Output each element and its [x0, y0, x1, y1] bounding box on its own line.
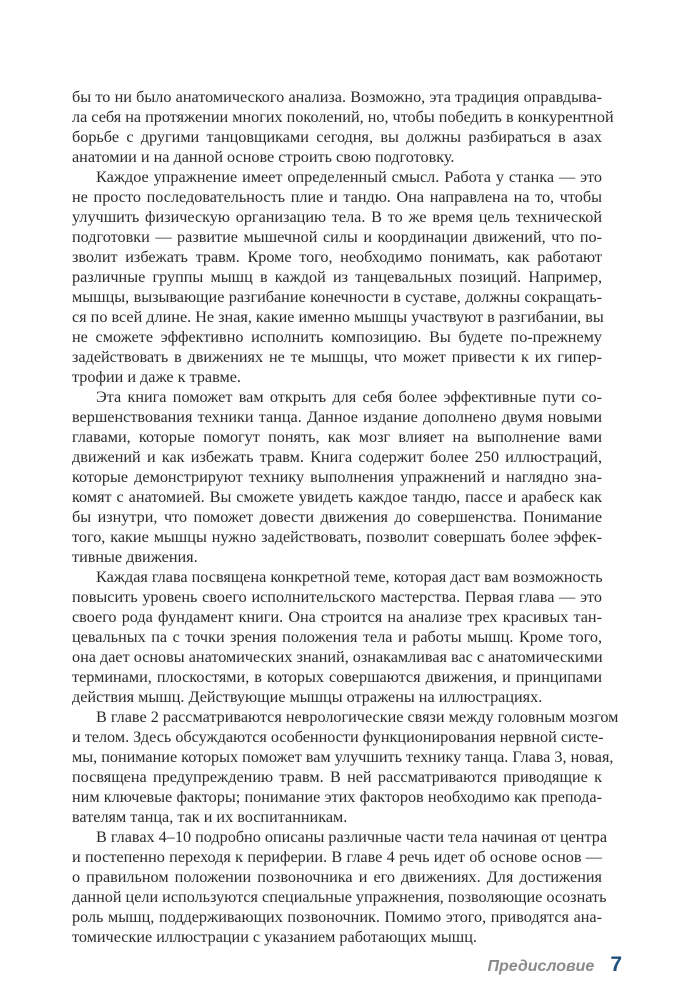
paragraph [72, 567, 602, 707]
text-line: бы то ни было анатомического анализа. Возможно, эта традиция оправдыва- [72, 88, 602, 106]
text-line: не просто последовательность плие и тандю. Она направлена на то, чтобы [72, 188, 602, 206]
text-line: томические иллюстрации с указанием работающих мышц. [72, 928, 477, 946]
text-line: повысить уровень своего исполнительского мастерства. Первая глава — это [72, 588, 602, 606]
text-line: Каждая глава посвящена конкретной теме, которая даст вам возможность [96, 568, 603, 586]
text-line: и постепенно переходя к периферии. В главе 4 речь идет об основе основ — [72, 848, 602, 866]
text-line: вершенствования техники танца. Данное издание дополнено двумя новыми [72, 408, 602, 426]
text-line: бы изнутри, что поможет довести движения до совершенства. Понимание [72, 508, 602, 526]
text-line: зволит избежать травм. Кроме того, необходимо понимать, как работают [72, 248, 602, 266]
text-line: движений и как избежать травм. Книга содержит более 250 иллюстраций, [72, 448, 602, 466]
running-footer [488, 953, 622, 977]
text-line: действия мышц. Действующие мышцы отражены на иллюстрациях. [72, 688, 543, 706]
text-line: мы, понимание которых поможет вам улучшить технику танца. Глава 3, новая, [72, 748, 614, 766]
text-line: данной цели используются специальные упражнения, позволяющие осознать [72, 888, 607, 906]
paragraph [72, 87, 614, 167]
section-title: Предисловие [487, 958, 595, 975]
text-line: вателям танца, так и их воспитанникам. [72, 808, 348, 826]
text-line: посвящена предупреждению травм. В ней рассматриваются приводящие к [72, 768, 602, 786]
text-line: В главах 4–10 подробно описаны различные части тела начиная от центра [96, 828, 608, 846]
text-line: улучшить физическую организацию тела. В то же время цель технической [72, 208, 602, 226]
paragraph [72, 707, 619, 827]
text-line: борьбе с другими танцовщиками сегодня, вы должны разбираться в азах [72, 128, 602, 146]
text-line: В главе 2 рассматриваются неврологические связи между головным мозгом [96, 708, 619, 726]
text-line: она дает основы анатомических знаний, ознакамливая вас с анатомическими [72, 648, 603, 666]
text-line: того, какие мышцы нужно задействовать, позволит совершать более эффек- [72, 528, 602, 546]
text-line: задействовать в движениях не те мышцы, что может привести к их гипер- [72, 348, 602, 366]
text-line: тивные движения. [72, 548, 198, 566]
text-line: которые демонстрируют технику выполнения упражнений и наглядно зна- [72, 468, 602, 486]
text-line: главами, которые помогут понять, как мозг влияет на выполнение вами [72, 428, 602, 446]
text-line: не сможете эффективно исполнить композицию. Вы будете по-прежнему [72, 328, 602, 346]
text-line: роль мышц, поддерживающих позвоночник. Помимо этого, приводятся ана- [72, 908, 602, 926]
text-line: ся по всей длине. Не зная, какие именно мышцы участвуют в разгибании, вы [72, 308, 604, 326]
text-line: и телом. Здесь обсуждаются особенности функционирования нервной систе- [72, 728, 604, 746]
paragraph [72, 167, 602, 387]
text-line: различные группы мышц в каждой из танцевальных позиций. Например, [72, 268, 602, 286]
text-line: анатомии и на данной основе строить свою подготовку. [72, 148, 455, 166]
text-line: ним ключевые факторы; понимание этих факторов необходимо как препода- [72, 788, 602, 806]
text-line: трофии и даже к травме. [72, 368, 241, 386]
text-line: цевальных па с точки зрения положения тела и работы мышц. Кроме того, [72, 628, 602, 646]
text-line: Эта книга поможет вам открыть для себя более эффективные пути со- [96, 388, 602, 406]
paragraph [72, 387, 602, 567]
body-text [72, 87, 619, 947]
text-line: терминами, плоскостями, в которых совершаются движения, и принципами [72, 668, 602, 686]
text-line: комят с анатомией. Вы сможете увидеть каждое тандю, пассе и арабеск как [72, 488, 602, 506]
text-line: о правильном положении позвоночника и его движениях. Для достижения [72, 868, 602, 886]
text-line: мышцы, вызывающие разгибание конечности в суставе, должны сокращать- [72, 288, 602, 306]
text-line: своего рода фундамент книги. Она строится на анализе трех красивых тан- [72, 608, 602, 626]
text-line: подготовки — развитие мышечной силы и координации движений, что по- [72, 228, 602, 246]
paragraph [72, 827, 608, 947]
page-number: 7 [610, 953, 622, 976]
text-line: Каждое упражнение имеет определенный смысл. Работа у станка — это [96, 168, 602, 186]
text-line: ла себя на протяжении многих поколений, но, чтобы победить в конкурентной [72, 108, 614, 126]
